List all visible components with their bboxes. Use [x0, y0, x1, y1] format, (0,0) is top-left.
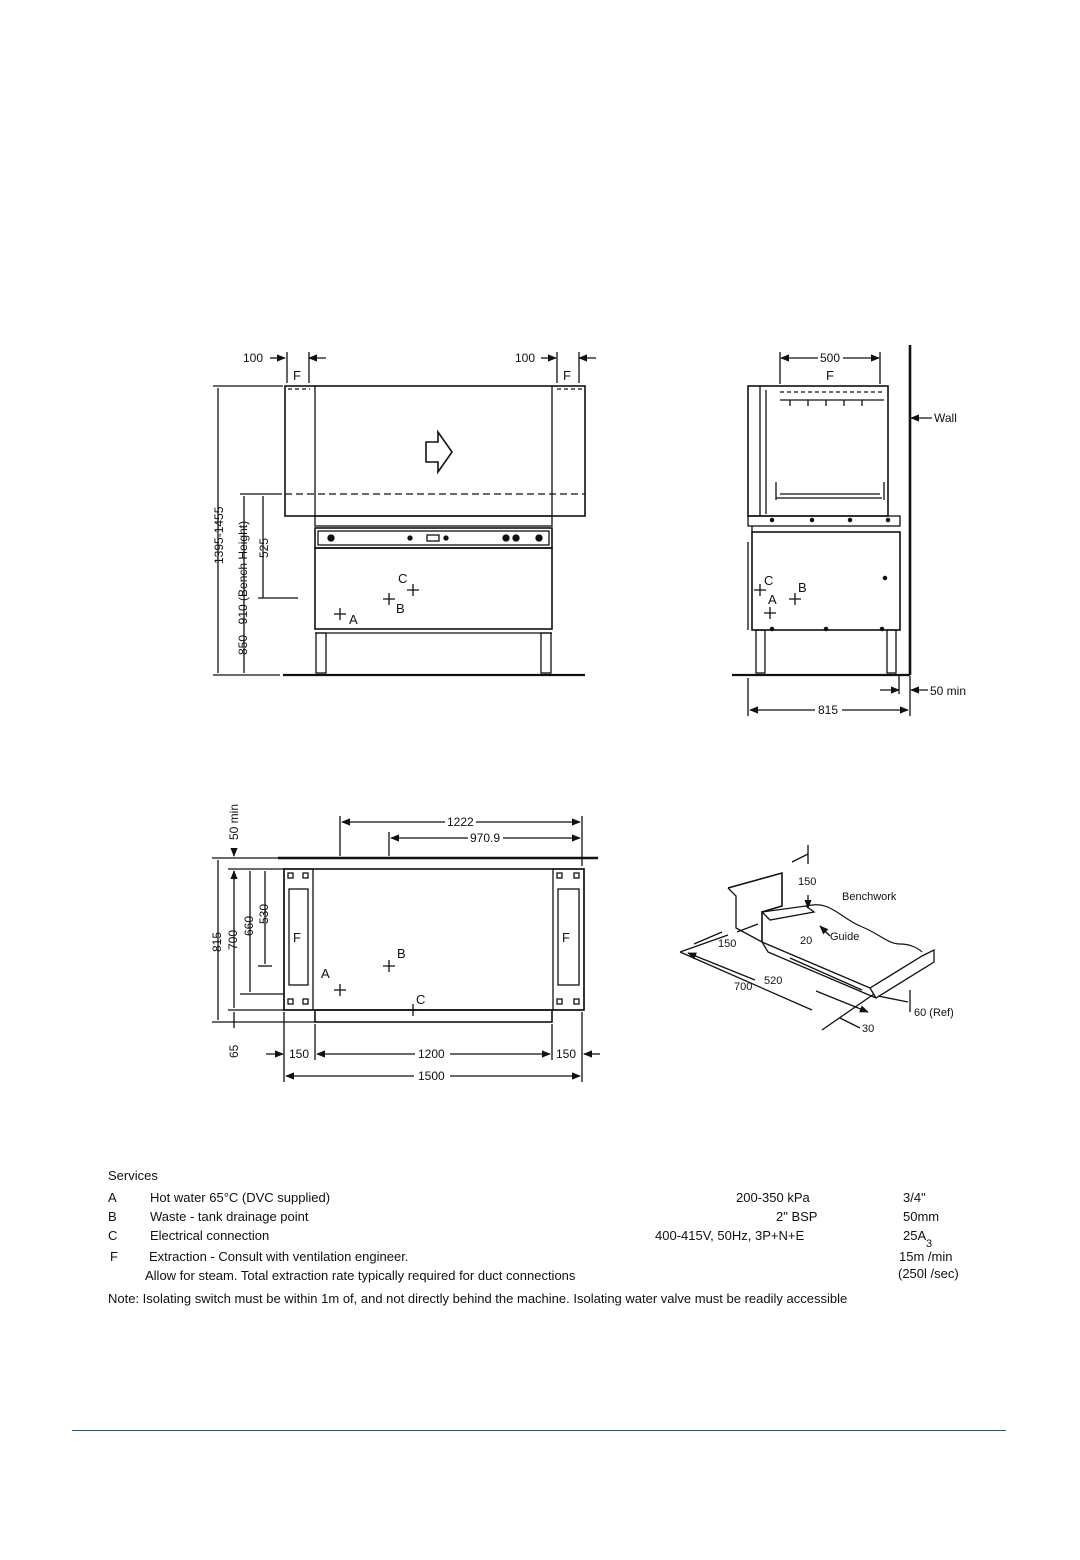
dim-label: 150: [798, 876, 817, 888]
point-a-label: A: [768, 592, 777, 607]
service-code: A: [108, 1190, 117, 1205]
guide-label: Guide: [830, 931, 860, 943]
extraction-label: F: [293, 930, 301, 945]
dim-label: 150: [718, 938, 737, 950]
dim-label: 1200: [418, 1047, 445, 1061]
dim-label: 65: [227, 1044, 241, 1058]
dim-label: 660: [242, 915, 256, 936]
point-c-label: C: [764, 573, 774, 588]
service-spec: 2" BSP: [776, 1209, 818, 1224]
dim-label: 500: [820, 351, 841, 365]
dim-label: 1395-1455: [212, 506, 226, 564]
dim-label: 100: [515, 351, 536, 365]
dim-label: 30: [862, 1023, 875, 1035]
point-b-label: B: [396, 601, 405, 616]
dim-label: 60 (Ref): [914, 1007, 954, 1019]
dim-label: 150: [289, 1047, 310, 1061]
service-size: 50mm: [903, 1209, 940, 1224]
service-spec: 200-350 kPa: [736, 1190, 810, 1205]
service-desc: Extraction - Consult with ventilation engineer.: [149, 1249, 409, 1264]
point-c-label: C: [398, 571, 408, 586]
extraction-label: F: [562, 930, 570, 945]
service-desc: Hot water 65°C (DVC supplied): [150, 1190, 331, 1205]
services-heading: Services: [108, 1168, 158, 1183]
point-c-label: C: [416, 992, 426, 1007]
dim-label: 815: [818, 703, 839, 717]
dim-label: 530: [257, 903, 271, 924]
service-size: 15m /min: [899, 1249, 953, 1264]
extraction-label: F: [826, 368, 834, 383]
dim-label: 1222: [447, 815, 474, 829]
dim-label: 150: [556, 1047, 577, 1061]
service-size: 3/4": [903, 1190, 926, 1205]
service-desc: Electrical connection: [150, 1228, 270, 1243]
footer-rule: [72, 1430, 1006, 1431]
extraction-note: Allow for steam. Total extraction rate typically required for duct connections: [145, 1268, 576, 1283]
dim-label: 20: [800, 935, 813, 947]
dim-label: 50 min: [227, 803, 241, 840]
dim-label: 50 min: [930, 684, 967, 698]
superscript-3: 3: [926, 1238, 933, 1250]
wall-label: Wall: [934, 411, 957, 425]
installation-note: Note: Isolating switch must be within 1m of, and not directly behind the machine. Isolating water valve must be readily accessible: [108, 1291, 848, 1306]
dim-label: 700: [226, 929, 240, 950]
service-code: B: [108, 1209, 117, 1224]
extraction-label: F: [293, 368, 301, 383]
dim-label: 700: [734, 981, 753, 993]
service-desc: Waste - tank drainage point: [150, 1209, 309, 1224]
dim-label: 525: [257, 537, 271, 558]
extraction-rate: (250l /sec): [898, 1266, 959, 1281]
service-spec: 400-415V, 50Hz, 3P+N+E: [655, 1228, 805, 1243]
dim-label: 520: [764, 975, 783, 987]
benchwork-label: Benchwork: [842, 891, 897, 903]
point-b-label: B: [397, 946, 406, 961]
point-a-label: A: [321, 966, 330, 981]
service-code: F: [110, 1249, 118, 1264]
dim-label: 100: [243, 351, 264, 365]
dim-label: 1500: [418, 1069, 445, 1083]
service-size: 25A: [903, 1228, 927, 1243]
dim-label: 850 - 910 (Bench Height): [236, 520, 250, 655]
point-a-label: A: [349, 612, 358, 627]
service-code: C: [108, 1228, 118, 1243]
dim-label: 970.9: [470, 831, 501, 845]
extraction-label: F: [563, 368, 571, 383]
dim-label: 815: [210, 931, 224, 952]
point-b-label: B: [798, 580, 807, 595]
